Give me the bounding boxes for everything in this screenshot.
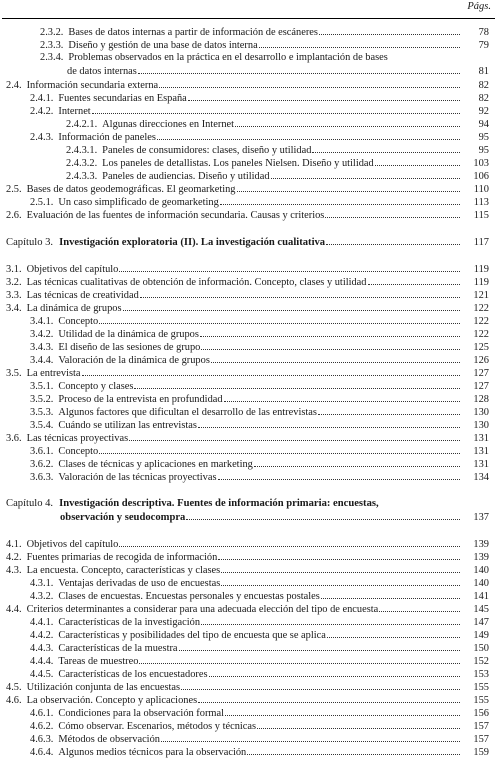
toc-entry — [30, 316, 463, 328]
toc-entry-number: 3.5.1. — [30, 381, 54, 392]
toc-entry-page: 140 — [473, 565, 489, 576]
toc-entry — [6, 303, 463, 315]
toc-entry-title: Problemas observados en la práctica en el desarrollo e implantación de bases — [68, 52, 388, 63]
toc-entry — [6, 264, 463, 276]
toc-entry-number: 4.5. — [6, 682, 22, 693]
dot-leader — [218, 552, 460, 560]
toc-entry-title: Información de paneles — [58, 132, 156, 143]
toc-entry-number: 4.3. — [6, 565, 22, 576]
toc-entry-number: 3.4.1. — [30, 316, 54, 327]
toc-entry-number: 2.3.4. — [40, 52, 64, 63]
toc-entry-number: 4.4.4. — [30, 656, 54, 667]
toc-entry-page: 117 — [473, 237, 489, 248]
toc-entry-number: 3.3. — [6, 290, 22, 301]
dot-leader — [82, 368, 460, 376]
dot-leader — [224, 394, 460, 402]
toc-entry-page: 119 — [473, 264, 489, 275]
toc-entry-title: Criterios determinantes a considerar para una adecuada elección del tipo de encuesta — [26, 604, 379, 615]
toc-entry-number: 2.6. — [6, 210, 22, 221]
pages-column-header: Págs. — [467, 1, 491, 12]
dot-leader — [221, 565, 460, 573]
toc-entry-number: 2.4.2.1. — [66, 119, 98, 130]
toc-entry-title: Las técnicas proyectivas — [26, 433, 129, 444]
toc-entry-title: Investigación descriptiva. Fuentes de información primaria: encuestas, — [59, 498, 379, 509]
toc-entry-number: 4.3.1. — [30, 578, 54, 589]
toc-entry-page: 131 — [473, 459, 489, 470]
dot-leader — [325, 210, 460, 218]
toc-entry-page: 149 — [473, 630, 489, 641]
toc-entry-number: 2.4.3. — [30, 132, 54, 143]
toc-entry-number: 3.4.2. — [30, 329, 54, 340]
dot-leader — [134, 381, 460, 389]
toc-entry-page: 94 — [478, 119, 489, 130]
toc-entry-page: 140 — [473, 578, 489, 589]
toc-entry-number: 4.4. — [6, 604, 22, 615]
toc-entry — [30, 446, 463, 458]
toc-entry — [66, 145, 463, 157]
toc-entry-page: 141 — [473, 591, 489, 602]
toc-entry-number: 4.4.2. — [30, 630, 54, 641]
toc-entry-number: 3.6.3. — [30, 472, 54, 483]
toc-entry-page: 147 — [473, 617, 489, 628]
toc-entry-title: Proceso de la entrevista en profundidad — [58, 394, 223, 405]
toc-entry — [40, 40, 463, 52]
dot-leader — [119, 539, 460, 547]
toc-entry-number: 3.5.2. — [30, 394, 54, 405]
dot-leader — [319, 27, 460, 35]
toc-entry-page: 106 — [473, 171, 489, 182]
dot-leader — [247, 747, 460, 755]
toc-entry-number: 4.6.1. — [30, 708, 54, 719]
toc-entry — [6, 237, 463, 249]
toc-entry — [30, 721, 463, 733]
dot-leader — [379, 604, 460, 612]
toc-entry-title: Evaluación de las fuentes de información secundaria. Causas y criterios — [26, 210, 325, 221]
toc-entry-number: 4.4.1. — [30, 617, 54, 628]
toc-entry — [6, 368, 463, 380]
dot-leader — [161, 734, 460, 742]
toc-entry — [30, 578, 463, 590]
dot-leader — [99, 446, 460, 454]
dot-leader — [218, 472, 461, 480]
toc-entry-title: de datos internas — [67, 66, 137, 77]
dot-leader — [321, 591, 460, 599]
toc-entry — [66, 119, 463, 131]
toc-entry-title: Bases de datos internas a partir de información de escáneres — [68, 27, 318, 38]
toc-entry-title: Tareas de muestreo — [58, 656, 139, 667]
toc-entry-title: Ventajas derivadas de uso de encuestas — [58, 578, 221, 589]
toc-entry-page: 103 — [473, 158, 489, 169]
toc-entry-title: Clases de encuestas. Encuestas personales y encuestas postales — [58, 591, 320, 602]
toc-entry-number: 4.6.2. — [30, 721, 54, 732]
dot-leader — [186, 512, 460, 520]
dot-leader — [157, 132, 460, 140]
toc-entry-title: Paneles de consumidores: clases, diseño y utilidad — [102, 145, 312, 156]
toc-entry-page: 153 — [473, 669, 489, 680]
dot-leader — [179, 643, 460, 651]
dot-leader — [271, 171, 460, 179]
toc-entry-number: 4.2. — [6, 552, 22, 563]
toc-entry-title: Las técnicas de creatividad — [26, 290, 139, 301]
toc-entry-page: 131 — [473, 446, 489, 457]
toc-entry-title: Los paneles de detallistas. Los paneles Nielsen. Diseño y utilidad — [102, 158, 374, 169]
dot-leader — [140, 290, 460, 298]
toc-entry-page: 95 — [478, 132, 489, 143]
toc-entry-page: 122 — [473, 329, 489, 340]
toc-entry-title: El diseño de las sesiones de grupo — [58, 342, 201, 353]
toc-entry-title: Cuándo se utilizan las entrevistas — [58, 420, 197, 431]
dot-leader — [92, 106, 460, 114]
toc-entry-number: 2.4.2. — [30, 106, 54, 117]
toc-entry — [30, 591, 463, 603]
dot-leader — [201, 617, 460, 625]
toc-entry-page: 131 — [473, 433, 489, 444]
toc-entry — [30, 643, 463, 655]
toc-entry-title: Métodos de observación — [58, 734, 160, 745]
toc-entry — [60, 512, 463, 524]
toc-entry — [6, 682, 463, 694]
toc-entry-title: La dinámica de grupos — [26, 303, 122, 314]
toc-entry-title: Información secundaria externa — [26, 80, 159, 91]
dot-leader — [327, 630, 460, 638]
toc-entry — [40, 27, 463, 39]
toc-entry — [6, 277, 463, 289]
toc-entry-page: 126 — [473, 355, 489, 366]
toc-entry — [30, 459, 463, 471]
toc-entry-number: 4.3.2. — [30, 591, 54, 602]
dot-leader — [259, 40, 460, 48]
toc-entry-page: 119 — [473, 277, 489, 288]
toc-entry-title: Las técnicas cualitativas de obtención de información. Concepto, clases y utilidad — [26, 277, 367, 288]
toc-entry-page: 113 — [473, 197, 489, 208]
toc-entry-title: Fuentes primarias de recogida de información — [26, 552, 218, 563]
toc-entry-page: 152 — [473, 656, 489, 667]
toc-entry-page: 137 — [473, 512, 489, 523]
toc-entry-number: Capítulo 3. — [6, 237, 54, 248]
toc-entry-number: Capítulo 4. — [6, 498, 54, 509]
dot-leader — [200, 329, 460, 337]
dot-leader — [211, 355, 460, 363]
toc-entry — [30, 106, 463, 118]
toc-entry — [30, 472, 463, 484]
toc-entry-number: 2.4.3.1. — [66, 145, 98, 156]
header-rule — [2, 18, 495, 19]
toc-entry-number: 3.6. — [6, 433, 22, 444]
toc-entry-number: 2.4.1. — [30, 93, 54, 104]
toc-entry-title: Algunos medios técnicos para la observación — [58, 747, 247, 758]
toc-entry-page: 130 — [473, 407, 489, 418]
toc-entry — [6, 290, 463, 302]
toc-entry-number: 4.6.4. — [30, 747, 54, 758]
dot-leader — [257, 721, 460, 729]
toc-entry — [6, 565, 463, 577]
dot-leader — [138, 66, 460, 74]
toc-entry — [6, 80, 463, 92]
toc-entry — [66, 158, 463, 170]
toc-entry-number: 3.2. — [6, 277, 22, 288]
dot-leader — [254, 459, 460, 467]
toc-entry-title: Fuentes secundarias en España — [58, 93, 187, 104]
toc-entry — [6, 539, 463, 551]
toc-entry-title: Objetivos del capítulo — [26, 539, 119, 550]
toc-entry — [30, 617, 463, 629]
toc-entry-number: 2.5. — [6, 184, 22, 195]
toc-entry-title: Cómo observar. Escenarios, métodos y técnicas — [58, 721, 257, 732]
toc-entry-title: Internet — [58, 106, 91, 117]
toc-entry-page: 127 — [473, 368, 489, 379]
dot-leader — [188, 93, 460, 101]
toc-entry-page: 82 — [478, 80, 489, 91]
dot-leader — [181, 682, 460, 690]
dot-leader — [99, 316, 460, 324]
dot-leader — [159, 80, 460, 88]
toc-entry — [30, 329, 463, 341]
toc-entry-title: Utilización conjunta de las encuestas — [26, 682, 181, 693]
toc-entry-number: 4.4.5. — [30, 669, 54, 680]
toc-entry-title: Valoración de la dinámica de grupos — [58, 355, 210, 366]
toc-entry-title: Características y posibilidades del tipo de encuesta que se aplica — [58, 630, 326, 641]
dot-leader — [318, 407, 460, 415]
toc-entry-number: 4.1. — [6, 539, 22, 550]
toc-entry — [30, 420, 463, 432]
toc-entry — [30, 394, 463, 406]
toc-entry-page: 139 — [473, 552, 489, 563]
toc-entry-title: Clases de técnicas y aplicaciones en marketing — [58, 459, 253, 470]
toc-entry-number: 2.5.1. — [30, 197, 54, 208]
toc-entry-page: 127 — [473, 381, 489, 392]
dot-leader — [312, 145, 460, 153]
toc-entry — [30, 93, 463, 105]
toc-entry-number: 3.5.3. — [30, 407, 54, 418]
dot-leader — [119, 264, 460, 272]
toc-entry-title: Características de la investigación — [58, 617, 201, 628]
toc-entry-title: Investigación exploratoria (II). La investigación cualitativa — [59, 237, 326, 248]
toc-entry — [30, 381, 463, 393]
toc-entry-page: 156 — [473, 708, 489, 719]
toc-entry-page: 128 — [473, 394, 489, 405]
toc-entry-title: Algunas direcciones en Internet — [102, 119, 235, 130]
toc-entry-page: 157 — [473, 721, 489, 732]
toc-entry-title: Diseño y gestión de una base de datos interna — [68, 40, 258, 51]
toc-entry-page: 145 — [473, 604, 489, 615]
toc-entry-title: La encuesta. Concepto, características y clases — [26, 565, 221, 576]
toc-entry-title: Concepto y clases — [58, 381, 134, 392]
toc-entry — [30, 708, 463, 720]
dot-leader — [221, 578, 460, 586]
toc-entry-number: 2.3.2. — [40, 27, 64, 38]
dot-leader — [209, 669, 460, 677]
toc-entry-number: 3.4.3. — [30, 342, 54, 353]
toc-entry-page: 159 — [473, 747, 489, 758]
toc-entry-page: 79 — [478, 40, 489, 51]
toc-entry-title: Bases de datos geodemográficas. El geomarketing — [26, 184, 236, 195]
toc-entry — [6, 499, 463, 511]
toc-entry-number: 2.4. — [6, 80, 22, 91]
toc-entry-page: 92 — [478, 106, 489, 117]
toc-entry-title: Concepto — [58, 446, 99, 457]
toc-entry-number: 3.6.1. — [30, 446, 54, 457]
dot-leader — [375, 158, 460, 166]
toc-entry — [6, 552, 463, 564]
toc-entry-page: 157 — [473, 734, 489, 745]
toc-entry-number: 3.5. — [6, 368, 22, 379]
toc-entry-page: 134 — [473, 472, 489, 483]
toc-entry-page: 130 — [473, 420, 489, 431]
toc-entry — [6, 210, 463, 222]
toc-entry-number: 3.6.2. — [30, 459, 54, 470]
dot-leader — [123, 303, 460, 311]
toc-entry-page: 155 — [473, 695, 489, 706]
toc-entry-title: La observación. Concepto y aplicaciones — [26, 695, 198, 706]
toc-entry — [30, 197, 463, 209]
toc-entry-number: 2.4.3.2. — [66, 158, 98, 169]
toc-entry — [30, 669, 463, 681]
toc-entry-number: 4.6.3. — [30, 734, 54, 745]
toc-entry — [30, 342, 463, 354]
toc-entry-page: 122 — [473, 316, 489, 327]
toc-entry — [40, 53, 463, 65]
toc-entry-page: 125 — [473, 342, 489, 353]
toc-entry-number: 3.1. — [6, 264, 22, 275]
toc-entry — [6, 433, 463, 445]
dot-leader — [326, 237, 460, 245]
dot-leader — [368, 277, 461, 285]
toc-entry-page: 95 — [478, 145, 489, 156]
toc-entry — [30, 407, 463, 419]
toc-entry-page: 78 — [478, 27, 489, 38]
dot-leader — [237, 184, 461, 192]
dot-leader — [201, 342, 460, 350]
toc-entry — [6, 695, 463, 707]
toc-entry — [30, 656, 463, 668]
toc-entry-title: La entrevista — [26, 368, 81, 379]
toc-entry-page: 121 — [473, 290, 489, 301]
dot-leader — [198, 420, 460, 428]
toc-entry — [30, 734, 463, 746]
dot-leader — [225, 708, 460, 716]
toc-entry-page: 81 — [478, 66, 489, 77]
toc-entry-title: Algunos factores que dificultan el desarrollo de las entrevistas — [58, 407, 317, 418]
dot-leader — [198, 695, 460, 703]
toc-entry-number: 2.4.3.3. — [66, 171, 98, 182]
toc-entry-title: Utilidad de la dinámica de grupos — [58, 329, 199, 340]
toc-entry — [30, 747, 463, 759]
toc-entry-page: 150 — [473, 643, 489, 654]
toc-entry-page: 115 — [473, 210, 489, 221]
toc-entry-page: 139 — [473, 539, 489, 550]
toc-entry-number: 2.3.3. — [40, 40, 64, 51]
toc-entry-title: Objetivos del capítulo — [26, 264, 119, 275]
toc-entry-title: Paneles de audiencias. Diseño y utilidad — [102, 171, 270, 182]
dot-leader — [139, 656, 460, 664]
toc-entry — [6, 604, 463, 616]
dot-leader — [129, 433, 460, 441]
toc-entry-number: 3.4.4. — [30, 355, 54, 366]
toc-entry — [30, 630, 463, 642]
toc-entry-title: Concepto — [58, 316, 99, 327]
toc-entry-title: Un caso simplificado de geomarketing — [58, 197, 219, 208]
toc-entry-title: observación y seudocompra — [60, 512, 186, 523]
toc-entry-number: 4.6. — [6, 695, 22, 706]
toc-entry — [6, 184, 463, 196]
toc-entry-page: 82 — [478, 93, 489, 104]
toc-entry-page: 122 — [473, 303, 489, 314]
toc-entry-title: Valoración de las técnicas proyectivas — [58, 472, 217, 483]
toc-entry — [66, 171, 463, 183]
dot-leader — [235, 119, 460, 127]
toc-entry-number: 3.4. — [6, 303, 22, 314]
toc-entry — [30, 132, 463, 144]
toc-entry-title: Características de los encuestadores — [58, 669, 208, 680]
toc-entry-number: 4.4.3. — [30, 643, 54, 654]
dot-leader — [220, 197, 460, 205]
toc-entry-number: 3.5.4. — [30, 420, 54, 431]
toc-entry-page: 155 — [473, 682, 489, 693]
toc-entry — [67, 66, 463, 78]
toc-entry-title: Características de la muestra — [58, 643, 178, 654]
toc-entry-title: Condiciones para la observación formal — [58, 708, 225, 719]
toc-entry-page: 110 — [473, 184, 489, 195]
toc-entry — [30, 355, 463, 367]
